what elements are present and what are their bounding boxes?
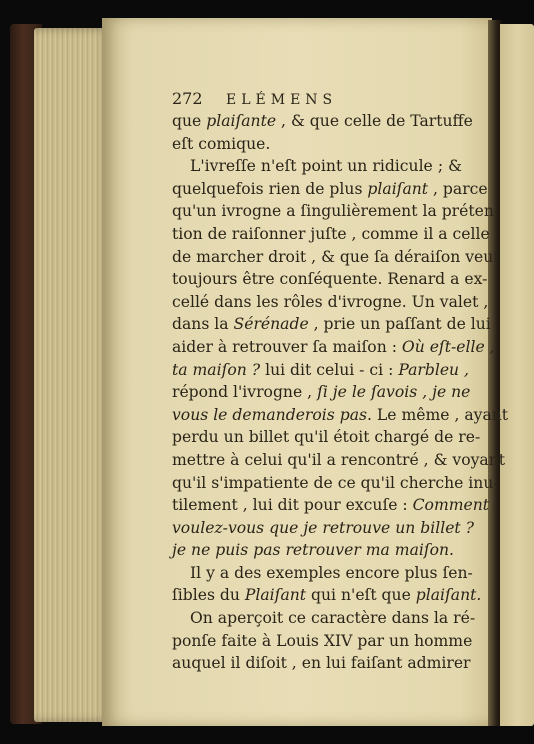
text-segment: perdu un billet qu'il étoit chargé de re- [172, 428, 481, 447]
page-edges [34, 28, 112, 722]
italic-text: ta maiſon ? [172, 360, 261, 379]
text-segment: toujours être conſéquente. Renard a ex- [172, 270, 488, 289]
text-line [172, 517, 474, 540]
text-line [172, 313, 491, 336]
text-line [172, 539, 462, 562]
running-title: ELÉMENS [226, 92, 338, 108]
text-segment: qu'il s'impatiente de ce qu'il cherche inu- [172, 473, 499, 492]
text-segment: mettre à celui qu'il a rencontré , & voyant [172, 450, 506, 469]
page-header [172, 88, 462, 110]
text-segment: . Le même , ayant [367, 405, 509, 424]
italic-text: Plaiſant [244, 586, 307, 605]
italic-text: voulez-vous que je retrouve un billet ? [172, 518, 474, 537]
text-line [172, 630, 473, 653]
text-line [172, 472, 499, 495]
text-segment: ponſe faite à Louis XIV par un homme [172, 631, 473, 650]
page-number: 272 [172, 89, 203, 108]
text-segment: cellé dans les rôles d'ivrogne. Un valet , [172, 292, 489, 311]
text-segment: quelquefois rien de plus [172, 179, 368, 198]
text-segment: , & que celle de Tartuffe [276, 112, 473, 130]
text-line [172, 494, 490, 517]
text-line [172, 562, 473, 585]
text-segment: qui n'eſt que [306, 586, 416, 605]
text-segment: , prie un paſſant de lui [308, 315, 491, 334]
text-line [172, 449, 506, 472]
text-line [172, 133, 462, 156]
text-line [172, 652, 471, 675]
text-line [172, 223, 490, 246]
text-line [172, 607, 476, 630]
italic-text: Où eſt-elle , [401, 337, 495, 356]
text-segment: qu'un ivrogne a ſingulièrement la préten- [172, 202, 500, 221]
italic-text: plaiſant. [415, 586, 482, 605]
text-segment: que [172, 112, 207, 130]
text-line [172, 178, 488, 201]
text-segment: dans la [172, 315, 234, 334]
text-line [172, 381, 471, 404]
facing-page-edge [500, 24, 534, 726]
text-segment: aider à retrouver ſa maiſon : [172, 337, 402, 356]
italic-text: Comment [412, 496, 490, 515]
text-segment: de marcher droit , & que ſa déraiſon veut [172, 247, 500, 266]
italic-text: vous le demanderois pas [172, 405, 367, 424]
text-segment: eſt comique. [172, 134, 271, 153]
text-segment: lui dit celui - ci : [260, 360, 399, 379]
text-line [172, 359, 470, 382]
text-segment: On aperçoit ce caractère dans la ré- [190, 609, 476, 628]
text-line [172, 200, 500, 223]
text-line [172, 404, 509, 427]
text-line [172, 291, 489, 314]
text-line [172, 584, 482, 607]
text-segment: , parce [428, 179, 488, 198]
italic-text: ſi je le ſavois , je ne [317, 383, 471, 402]
text-segment: répond l'ivrogne , [172, 383, 318, 402]
text-line [172, 426, 481, 449]
text-segment: tion de raiſonner juſte , comme il a celle [172, 224, 490, 243]
text-segment: auquel il diſoit , en lui faiſant admirer [172, 654, 471, 673]
italic-text: plaiſante [206, 112, 277, 130]
text-segment: tilement , lui dit pour excuſe : [172, 496, 413, 515]
text-line [172, 246, 500, 269]
text-segment: ſibles du [172, 586, 245, 605]
text-line [172, 110, 473, 133]
page-text [172, 88, 509, 675]
italic-text: plaiſant [367, 179, 429, 198]
text-line [172, 268, 488, 291]
text-line [172, 336, 495, 359]
italic-text: Parbleu , [398, 360, 470, 379]
text-segment: Il y a des exemples encore plus ſen- [190, 563, 473, 582]
text-segment: L'ivreſſe n'eſt point un ridicule ; & [190, 157, 462, 176]
text-line [172, 155, 462, 178]
italic-text: je ne puis pas retrouver ma maiſon. [172, 541, 455, 560]
italic-text: Sérénade [233, 315, 309, 334]
body-text [172, 110, 509, 675]
